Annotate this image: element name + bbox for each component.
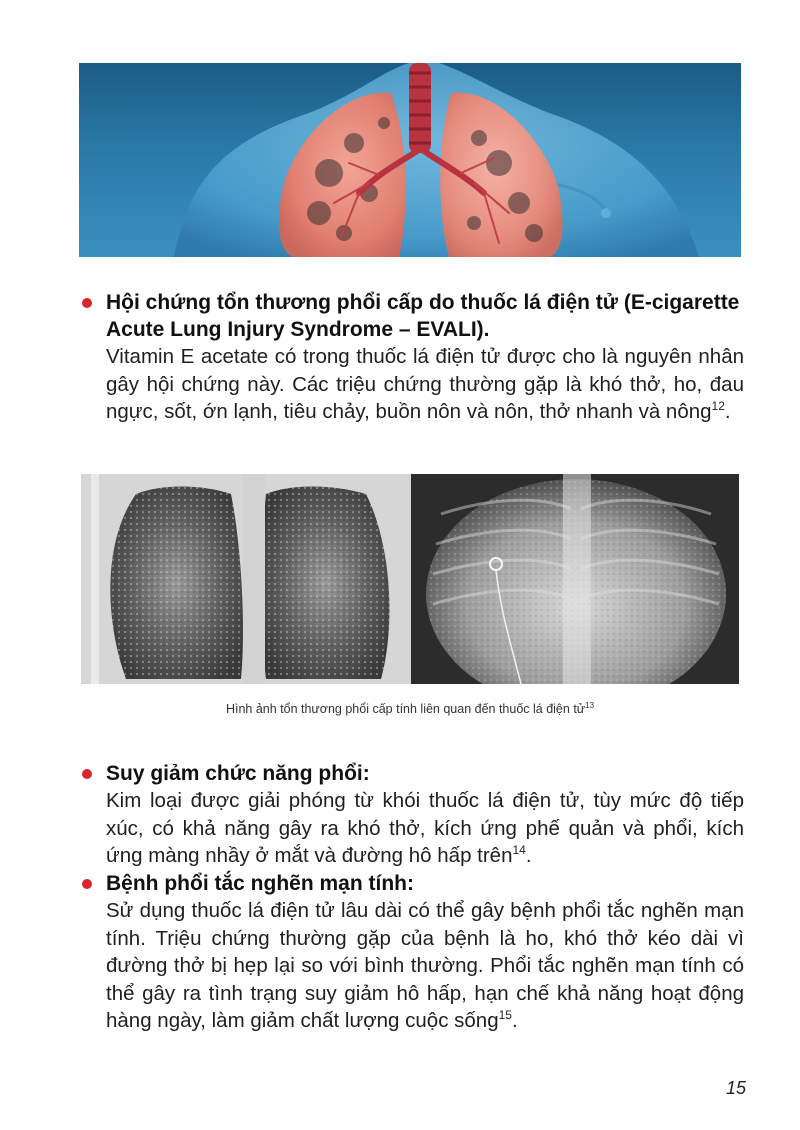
bullet-item-evali (79, 289, 744, 426)
section-evali (79, 289, 744, 426)
sentence-end: . (724, 400, 731, 423)
figure-caption-text: Hình ảnh tổn thương phổi cấp tính liên quan đến thuốc lá điện tử (225, 702, 586, 716)
section-body (106, 343, 744, 426)
figure-caption (79, 702, 741, 716)
reference-number: 14 (512, 843, 526, 857)
figure-reference-number: 13 (585, 701, 595, 710)
section-body (106, 897, 744, 1035)
section-copd (79, 870, 744, 1035)
section-body-text: Kim loại được giải phóng từ khói thuốc lá điện tử, tùy mức độ tiếp xúc, có khả năng gây ra khó thở, kích ứng phế quản và phổi, kích ứng màng nhầy ở mắt và đường hô hấp trên (106, 789, 744, 867)
page-number: 15 (725, 1078, 746, 1098)
bullet-item-lung-function (79, 760, 744, 870)
section-heading: Hội chứng tổn thương phổi cấp do thuốc lá điện tử (E-cigarette Acute Lung Injury Syndrome – EVALI). (106, 291, 740, 341)
bullet-icon (82, 769, 92, 779)
bullet-icon (82, 879, 92, 889)
lung-scan-images (81, 474, 739, 684)
bullet-item-copd (79, 870, 744, 1035)
reference-number: 15 (498, 1008, 512, 1022)
section-lung-function (79, 760, 744, 870)
sentence-end: . (511, 1009, 518, 1032)
bullet-icon (82, 298, 92, 308)
section-heading: Bệnh phổi tắc nghẽn mạn tính: (106, 872, 414, 895)
lungs-illustration (79, 63, 741, 257)
sentence-end: . (525, 844, 532, 867)
section-body-text: Sử dụng thuốc lá điện tử lâu dài có thể gây bệnh phổi tắc nghẽn mạn tính. Triệu chứng thường gặp của bệnh là ho, khó thở kéo dài vì đường thở bị hẹp lại so với bình thường. Phổi tắc nghẽn mạn tính có thể gây ra tình trạng suy giảm hô hấp, hạn chế khả năng hoạt động hàng ngày, làm giảm chất lượng cuộc sống (106, 899, 744, 1032)
section-heading: Suy giảm chức năng phổi: (106, 762, 370, 785)
section-body-text: Vitamin E acetate có trong thuốc lá điện tử được cho là nguyên nhân gây hội chứng này. Các triệu chứng thường gặp là khó thở, ho, đau ngực, sốt, ớn lạnh, tiêu chảy, buồn nôn và nôn, thở nhanh và nông (106, 345, 744, 423)
ct-scan-image (81, 474, 411, 684)
section-body (106, 787, 744, 870)
reference-number: 12 (711, 399, 725, 413)
chest-xray-image (413, 474, 739, 684)
